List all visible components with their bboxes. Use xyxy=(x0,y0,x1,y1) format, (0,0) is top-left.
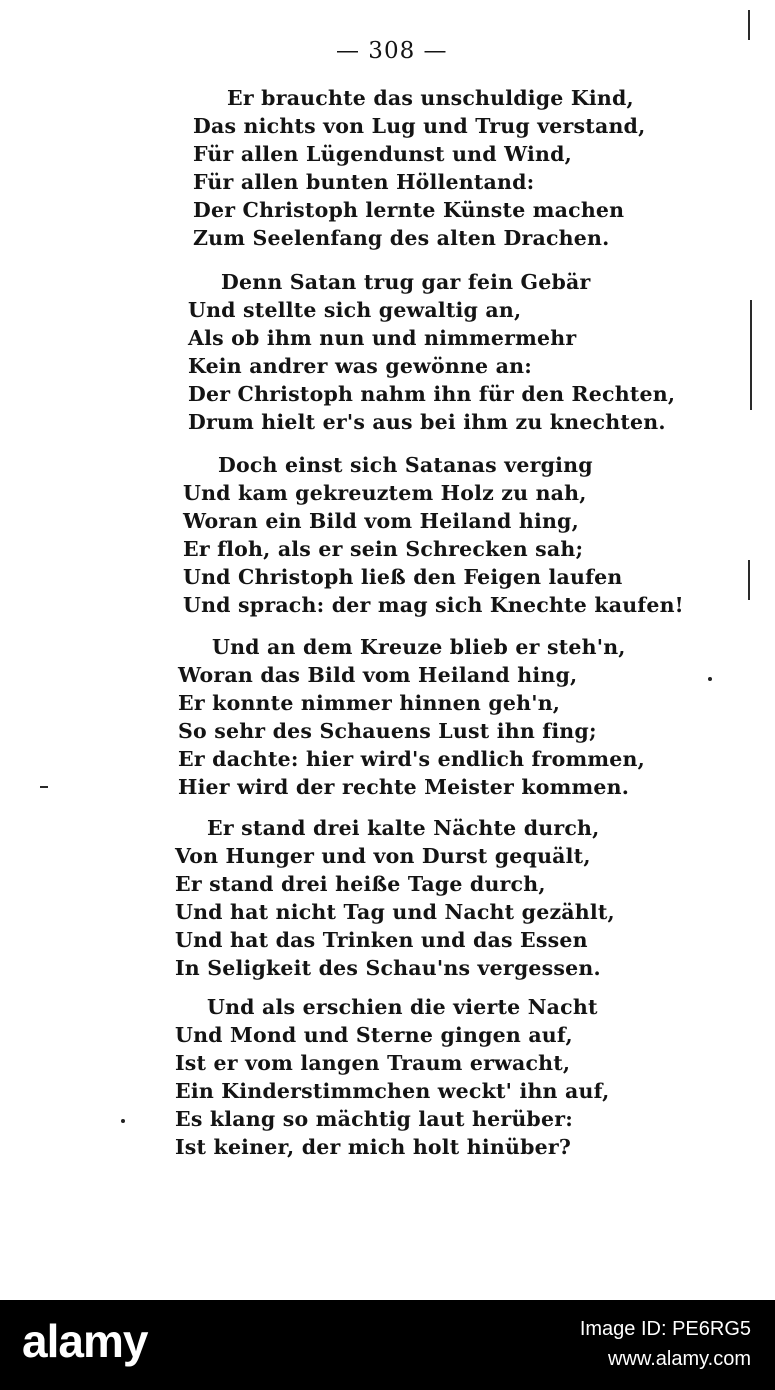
verse-line: Und sprach: der mag sich Knechte kaufen! xyxy=(183,593,684,617)
verse-line: Er brauchte das unschuldige Kind, xyxy=(227,86,634,110)
verse-line: Ist keiner, der mich holt hinüber? xyxy=(175,1135,572,1159)
verse-line: Das nichts von Lug und Trug verstand, xyxy=(193,114,646,138)
verse-line: Er stand drei heiße Tage durch, xyxy=(175,872,546,896)
alamy-logo: alamy xyxy=(22,1315,148,1367)
page-edge-mark xyxy=(750,300,752,410)
page-number: — 308 — xyxy=(336,38,448,64)
page-edge-mark xyxy=(748,560,750,600)
verse-line: Zum Seelenfang des alten Drachen. xyxy=(193,226,610,250)
page-edge-mark xyxy=(748,10,750,40)
verse-line: Für allen Lügendunst und Wind, xyxy=(193,142,572,166)
verse-line: Er stand drei kalte Nächte durch, xyxy=(207,816,600,840)
verse-line: Kein andrer was gewönne an: xyxy=(188,354,532,378)
verse-line: Und als erschien die vierte Nacht xyxy=(207,995,598,1019)
verse-line: Von Hunger und von Durst gequält, xyxy=(175,844,591,868)
verse-line: Es klang so mächtig laut herüber: xyxy=(175,1107,573,1131)
verse-line: Woran ein Bild vom Heiland hing, xyxy=(183,509,579,533)
scan-speck xyxy=(121,1119,125,1123)
site-url-label: www.alamy.com xyxy=(608,1348,751,1370)
verse-line: Doch einst sich Satanas verging xyxy=(218,453,593,477)
verse-line: Und Mond und Sterne gingen auf, xyxy=(175,1023,573,1047)
verse-line: Als ob ihm nun und nimmermehr xyxy=(188,326,577,350)
verse-line: Ein Kinderstimmchen weckt' ihn auf, xyxy=(175,1079,610,1103)
verse-line: Der Christoph nahm ihn für den Rechten, xyxy=(188,382,676,406)
verse-line: Er dachte: hier wird's endlich frommen, xyxy=(178,747,645,771)
verse-line: Woran das Bild vom Heiland hing, xyxy=(178,663,578,687)
verse-line: Ist er vom langen Traum erwacht, xyxy=(175,1051,571,1075)
verse-line: Und hat nicht Tag und Nacht gezählt, xyxy=(175,900,615,924)
verse-line: Und hat das Trinken und das Essen xyxy=(175,928,588,952)
verse-line: Denn Satan trug gar fein Gebär xyxy=(221,270,591,294)
scan-dash xyxy=(40,786,48,788)
verse-line: Er floh, als er sein Schrecken sah; xyxy=(183,537,584,561)
verse-line: Und stellte sich gewaltig an, xyxy=(188,298,522,322)
stock-watermark-bar xyxy=(0,1300,775,1390)
verse-line: So sehr des Schauens Lust ihn fing; xyxy=(178,719,597,743)
verse-line: Und kam gekreuztem Holz zu nah, xyxy=(183,481,587,505)
verse-line: Und an dem Kreuze blieb er steh'n, xyxy=(212,635,626,659)
scan-speck xyxy=(708,677,712,681)
verse-line: Drum hielt er's aus bei ihm zu knechten. xyxy=(188,410,666,434)
image-id-label: Image ID: PE6RG5 xyxy=(579,1318,751,1340)
verse-line: Der Christoph lernte Künste machen xyxy=(193,198,625,222)
verse-line: Hier wird der rechte Meister kommen. xyxy=(178,775,630,799)
verse-line: Und Christoph ließ den Feigen laufen xyxy=(183,565,623,589)
verse-line: Er konnte nimmer hinnen geh'n, xyxy=(178,691,561,715)
verse-line: Für allen bunten Höllentand: xyxy=(193,170,535,194)
verse-line: In Seligkeit des Schau'ns vergessen. xyxy=(175,956,601,980)
